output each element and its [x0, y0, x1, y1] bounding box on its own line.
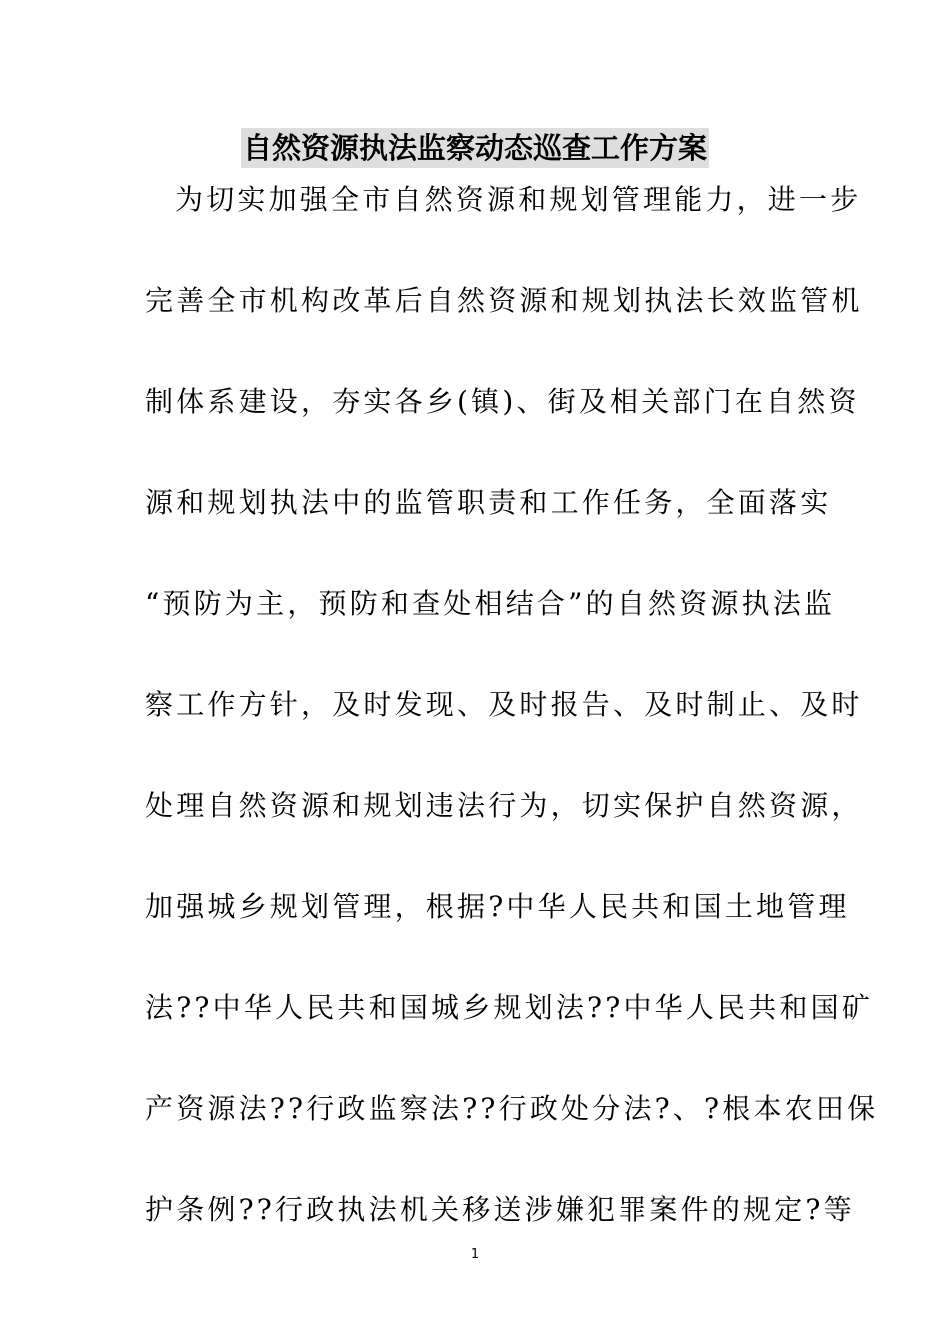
document-body	[145, 176, 879, 1287]
body-line: 加强城乡规划管理，根据?中华人民共和国土地管理	[145, 890, 850, 923]
body-line: “预防为主，预防和查处相结合”的自然资源执法监	[145, 587, 836, 620]
body-line: 察工作方针，及时发现、及时报告、及时制止、及时	[145, 688, 863, 721]
page-number: 1	[470, 1247, 480, 1262]
body-line: 制体系建设，夯实各乡(镇)、街及相关部门在自然资	[145, 385, 860, 418]
document-title: 自然资源执法监察动态巡查工作方案	[241, 128, 709, 168]
body-line: 处理自然资源和规划违法行为，切实保护自然资源，	[145, 789, 863, 822]
title-container	[0, 128, 950, 168]
body-line: 源和规划执法中的监管职责和工作任务，全面落实	[145, 486, 832, 519]
body-line: 产资源法??行政监察法??行政处分法?、?根本农田保	[145, 1092, 879, 1125]
body-line: 法??中华人民共和国城乡规划法??中华人民共和国矿	[145, 991, 874, 1024]
body-line: 完善全市机构改革后自然资源和规划执法长效监管机	[145, 284, 863, 317]
body-line: 为切实加强全市自然资源和规划管理能力，进一步	[175, 183, 862, 216]
body-line: 护条例??行政执法机关移送涉嫌犯罪案件的规定?等	[145, 1193, 855, 1226]
